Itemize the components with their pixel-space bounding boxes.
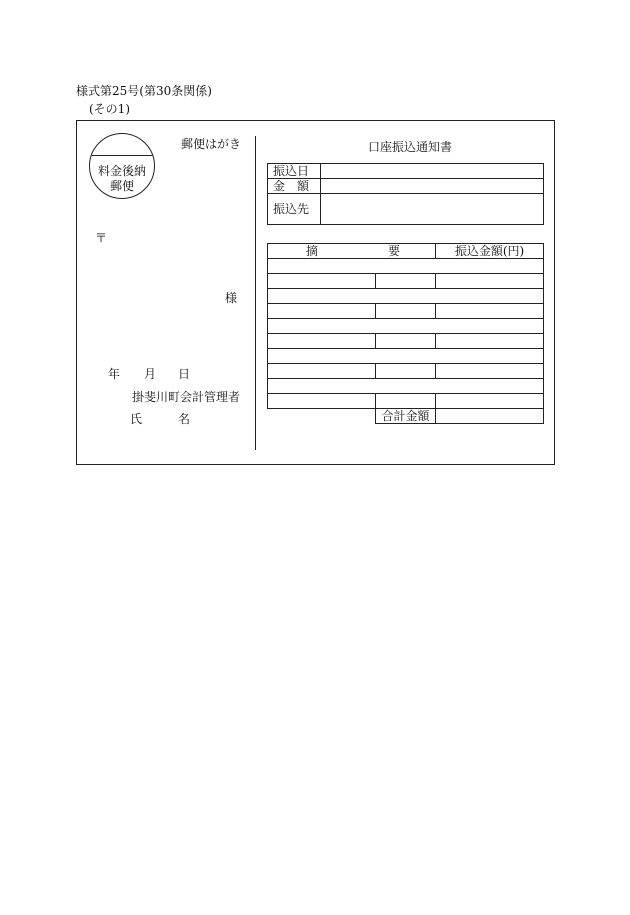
postal-mark: 〒 xyxy=(95,231,108,245)
items-total-label: 合計金額 xyxy=(376,409,436,424)
table-row xyxy=(268,319,544,334)
table-row xyxy=(268,349,544,364)
postage-stamp xyxy=(89,133,155,199)
honorific: 様 xyxy=(225,291,238,305)
info-value-amount xyxy=(321,179,544,194)
items-total-row xyxy=(268,409,544,424)
table-row xyxy=(268,304,544,319)
form-part: (その1) xyxy=(89,102,130,116)
info-label-destination: 振込先 xyxy=(268,194,321,225)
stamp-line1: 料金後納 xyxy=(97,164,146,178)
table-row xyxy=(268,289,544,304)
date-month: 月 xyxy=(144,367,157,381)
items-header-summary-a: 摘 xyxy=(306,244,319,258)
date-year: 年 xyxy=(108,367,121,381)
date-day: 日 xyxy=(178,367,191,381)
info-value-destination xyxy=(321,194,544,225)
info-label-date: 振込日 xyxy=(268,164,321,179)
postcard-label: 郵便はがき xyxy=(181,137,242,151)
sender-name-family: 氏 xyxy=(130,412,143,426)
card-divider xyxy=(255,136,256,450)
table-row xyxy=(268,274,544,289)
items-header-amount: 振込金額(円) xyxy=(436,244,544,259)
info-row-amount xyxy=(268,179,544,194)
sender-name-given: 名 xyxy=(178,412,191,426)
notice-title: 口座振込通知書 xyxy=(368,140,453,154)
stamp-top-line xyxy=(90,155,154,156)
info-value-date xyxy=(321,164,544,179)
sender-org: 掛斐川町会計管理者 xyxy=(132,390,241,404)
info-row-date xyxy=(268,164,544,179)
items-header-summary xyxy=(268,244,436,259)
form-number: 様式第25号(第30条関係) xyxy=(76,84,212,98)
transfer-info-table xyxy=(267,163,544,225)
items-header-summary-b: 要 xyxy=(388,244,401,258)
table-row xyxy=(268,379,544,394)
stamp-line2: 郵便 xyxy=(109,179,134,193)
table-row xyxy=(268,394,544,409)
table-row xyxy=(268,259,544,274)
transfer-items-table xyxy=(267,243,544,424)
table-row xyxy=(268,364,544,379)
table-row xyxy=(268,334,544,349)
info-label-amount: 金 額 xyxy=(268,179,321,194)
info-row-destination xyxy=(268,194,544,225)
items-header-row xyxy=(268,244,544,259)
items-total-value xyxy=(436,409,544,424)
